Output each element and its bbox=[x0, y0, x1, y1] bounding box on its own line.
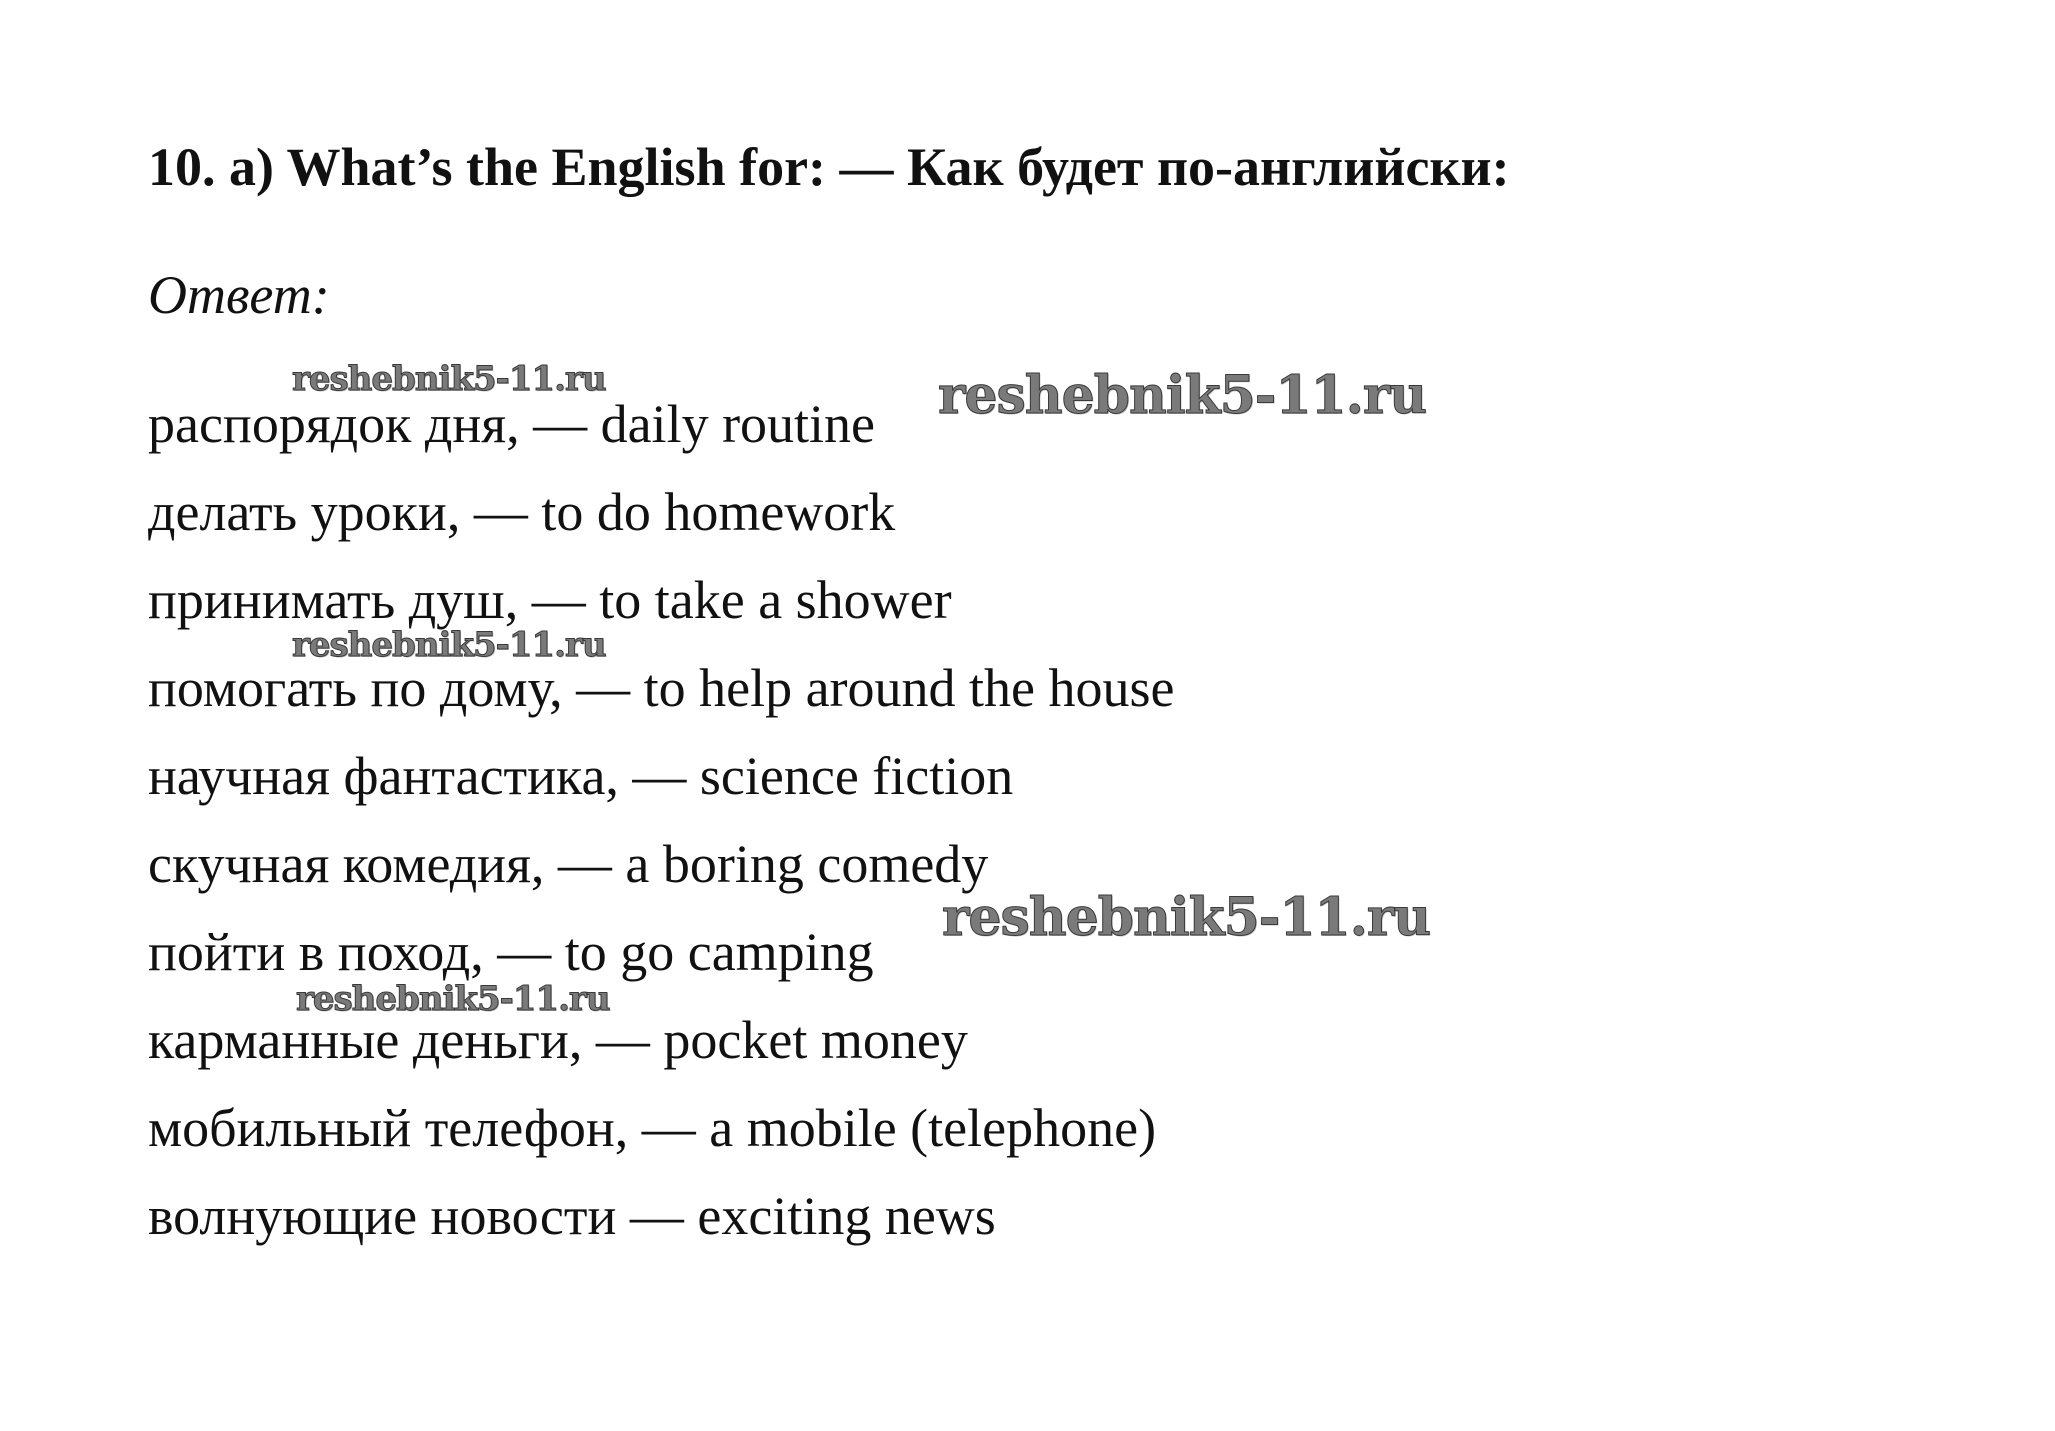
vocabulary-list bbox=[148, 380, 1175, 1260]
vocabulary-item bbox=[148, 468, 1175, 556]
watermark: reshebnik5-11.ru bbox=[292, 625, 606, 665]
vocabulary-item bbox=[148, 1084, 1175, 1172]
english-term: to take a shower bbox=[599, 570, 952, 630]
dash-separator: — bbox=[518, 570, 600, 630]
vocabulary-item bbox=[148, 380, 1175, 468]
vocabulary-item bbox=[148, 732, 1175, 820]
vocabulary-item bbox=[148, 820, 1175, 908]
answer-label: Ответ: bbox=[148, 265, 330, 325]
english-term: a mobile (telephone) bbox=[709, 1098, 1157, 1158]
vocabulary-item bbox=[148, 1172, 1175, 1260]
dash-separator: — bbox=[483, 922, 565, 982]
vocabulary-item bbox=[148, 644, 1175, 732]
russian-term: делать уроки, bbox=[148, 482, 461, 542]
dash-separator: — bbox=[562, 658, 644, 718]
vocabulary-item bbox=[148, 556, 1175, 644]
russian-term: помогать по дому, bbox=[148, 658, 563, 718]
english-term: pocket money bbox=[663, 1010, 968, 1070]
russian-term: пойти в поход, bbox=[148, 922, 484, 982]
watermark: reshebnik5-11.ru bbox=[292, 359, 606, 399]
dash-separator: — bbox=[628, 1098, 710, 1158]
russian-term: мобильный телефон, bbox=[148, 1098, 629, 1158]
russian-term: скучная комедия, bbox=[148, 834, 545, 894]
english-term: daily routine bbox=[600, 394, 876, 454]
russian-term: карманные деньги, bbox=[148, 1010, 583, 1070]
english-term: to do homework bbox=[541, 482, 896, 542]
vocabulary-item bbox=[148, 908, 1175, 996]
dash-separator: — bbox=[582, 1010, 664, 1070]
english-term: science fiction bbox=[699, 746, 1014, 806]
english-term: exciting news bbox=[697, 1186, 996, 1246]
english-term: to help around the house bbox=[643, 658, 1175, 718]
english-term: a boring comedy bbox=[625, 834, 989, 894]
russian-term: принимать душ, bbox=[148, 570, 519, 630]
watermark: reshebnik5-11.ru bbox=[938, 365, 1427, 426]
dash-separator: — bbox=[460, 482, 542, 542]
watermark: reshebnik5-11.ru bbox=[296, 979, 610, 1019]
vocabulary-item bbox=[148, 996, 1175, 1084]
russian-term: научная фантастика, bbox=[148, 746, 619, 806]
watermark: reshebnik5-11.ru bbox=[942, 887, 1431, 948]
english-term: to go camping bbox=[564, 922, 874, 982]
russian-term: волнующие новости bbox=[148, 1186, 617, 1246]
russian-term: распорядок дня, bbox=[148, 394, 520, 454]
dash-separator: — bbox=[616, 1186, 698, 1246]
dash-separator: — bbox=[618, 746, 700, 806]
exercise-heading: 10. a) What’s the English for: — Как будет по-английски: bbox=[148, 137, 1510, 197]
dash-separator: — bbox=[519, 394, 601, 454]
dash-separator: — bbox=[544, 834, 626, 894]
